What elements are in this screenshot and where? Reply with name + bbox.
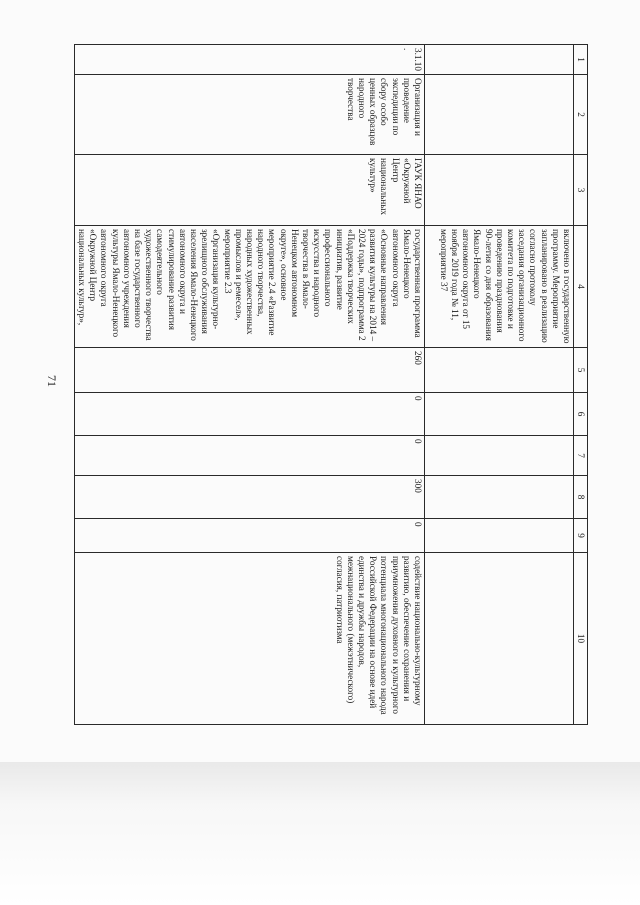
cell-value: 0 bbox=[74, 436, 424, 476]
rotated-table bbox=[76, 44, 588, 724]
cell-value bbox=[425, 436, 574, 476]
cell-value bbox=[425, 476, 574, 519]
header-cell: 4 bbox=[574, 226, 588, 348]
header-cell: 9 bbox=[574, 519, 588, 553]
cell-event-name: Организация и проведение экспедиции по сбору особо ценных образцов народного творчества bbox=[74, 75, 424, 155]
cell-result: содействие национально-культурному развитию, обеспечение сохранения и приумножения духовного и культурного потенциала многонационального народа Российской Федерации на основе идей единства и дружбы народов, межнационального (межэтнического) согласия, патриотизма bbox=[74, 553, 424, 725]
cell-source: государственная программа Ямало-Ненецкого автономного округа «Основные направления развития культуры на 2014 – 2024 годы», подпрограмма 2 «Поддержка творческих инициатив, развитие профессионального искусства и народного творчества в Ямало-Ненецком автономном округе», основное мероприятие 2.4 «Развитие народного творчества, народных художественных промыслов и ремесел», мероприятие 2.3 «Организация культурно-зрелищного обслуживания населения Ямало-Ненецкого автономного округа и стимулирование развития самодеятельного художественного творчества на базе государственного автономного учреждения культуры Ямало-Ненецкого автономного округа «Окружной Центр национальных культур», bbox=[74, 226, 424, 348]
cell-number bbox=[425, 45, 574, 75]
cell-value: 300 bbox=[74, 476, 424, 519]
cell-value: 0 bbox=[74, 519, 424, 553]
cell-value: 0 bbox=[74, 393, 424, 436]
cell-result bbox=[425, 553, 574, 725]
header-cell: 3 bbox=[574, 155, 588, 226]
rotated-table-area bbox=[76, 44, 588, 724]
header-cell: 2 bbox=[574, 75, 588, 155]
header-cell: 5 bbox=[574, 348, 588, 393]
header-cell: 8 bbox=[574, 476, 588, 519]
cell-value: 260 bbox=[74, 348, 424, 393]
cell-source: включено в государственную программу. Мероприятие запланировано в реализацию согласно протоколу заседания организационного комитета по подготовке и проведению празднования 90-летия со дня образования Ямало-Ненецкого автономного округа от 15 ноября 2019 года № 11, мероприятие 37 bbox=[425, 226, 574, 348]
table-row bbox=[425, 45, 574, 725]
cell-number: 3.1.10. bbox=[74, 45, 424, 75]
cell-executor: ГАУК ЯНАО «Окружной Центр национальных культур» bbox=[74, 155, 424, 226]
cell-value bbox=[425, 348, 574, 393]
header-cell: 6 bbox=[574, 393, 588, 436]
scan-shadow bbox=[0, 762, 640, 905]
cell-value bbox=[425, 519, 574, 553]
events-table bbox=[74, 44, 588, 725]
cell-value bbox=[425, 393, 574, 436]
header-cell: 7 bbox=[574, 436, 588, 476]
page-number: 71 bbox=[45, 375, 59, 387]
table-header-row bbox=[574, 45, 588, 725]
cell-executor bbox=[425, 155, 574, 226]
header-cell: 1 bbox=[574, 45, 588, 75]
cell-event-name bbox=[425, 75, 574, 155]
header-cell: 10 bbox=[574, 553, 588, 725]
table-row bbox=[74, 45, 424, 725]
